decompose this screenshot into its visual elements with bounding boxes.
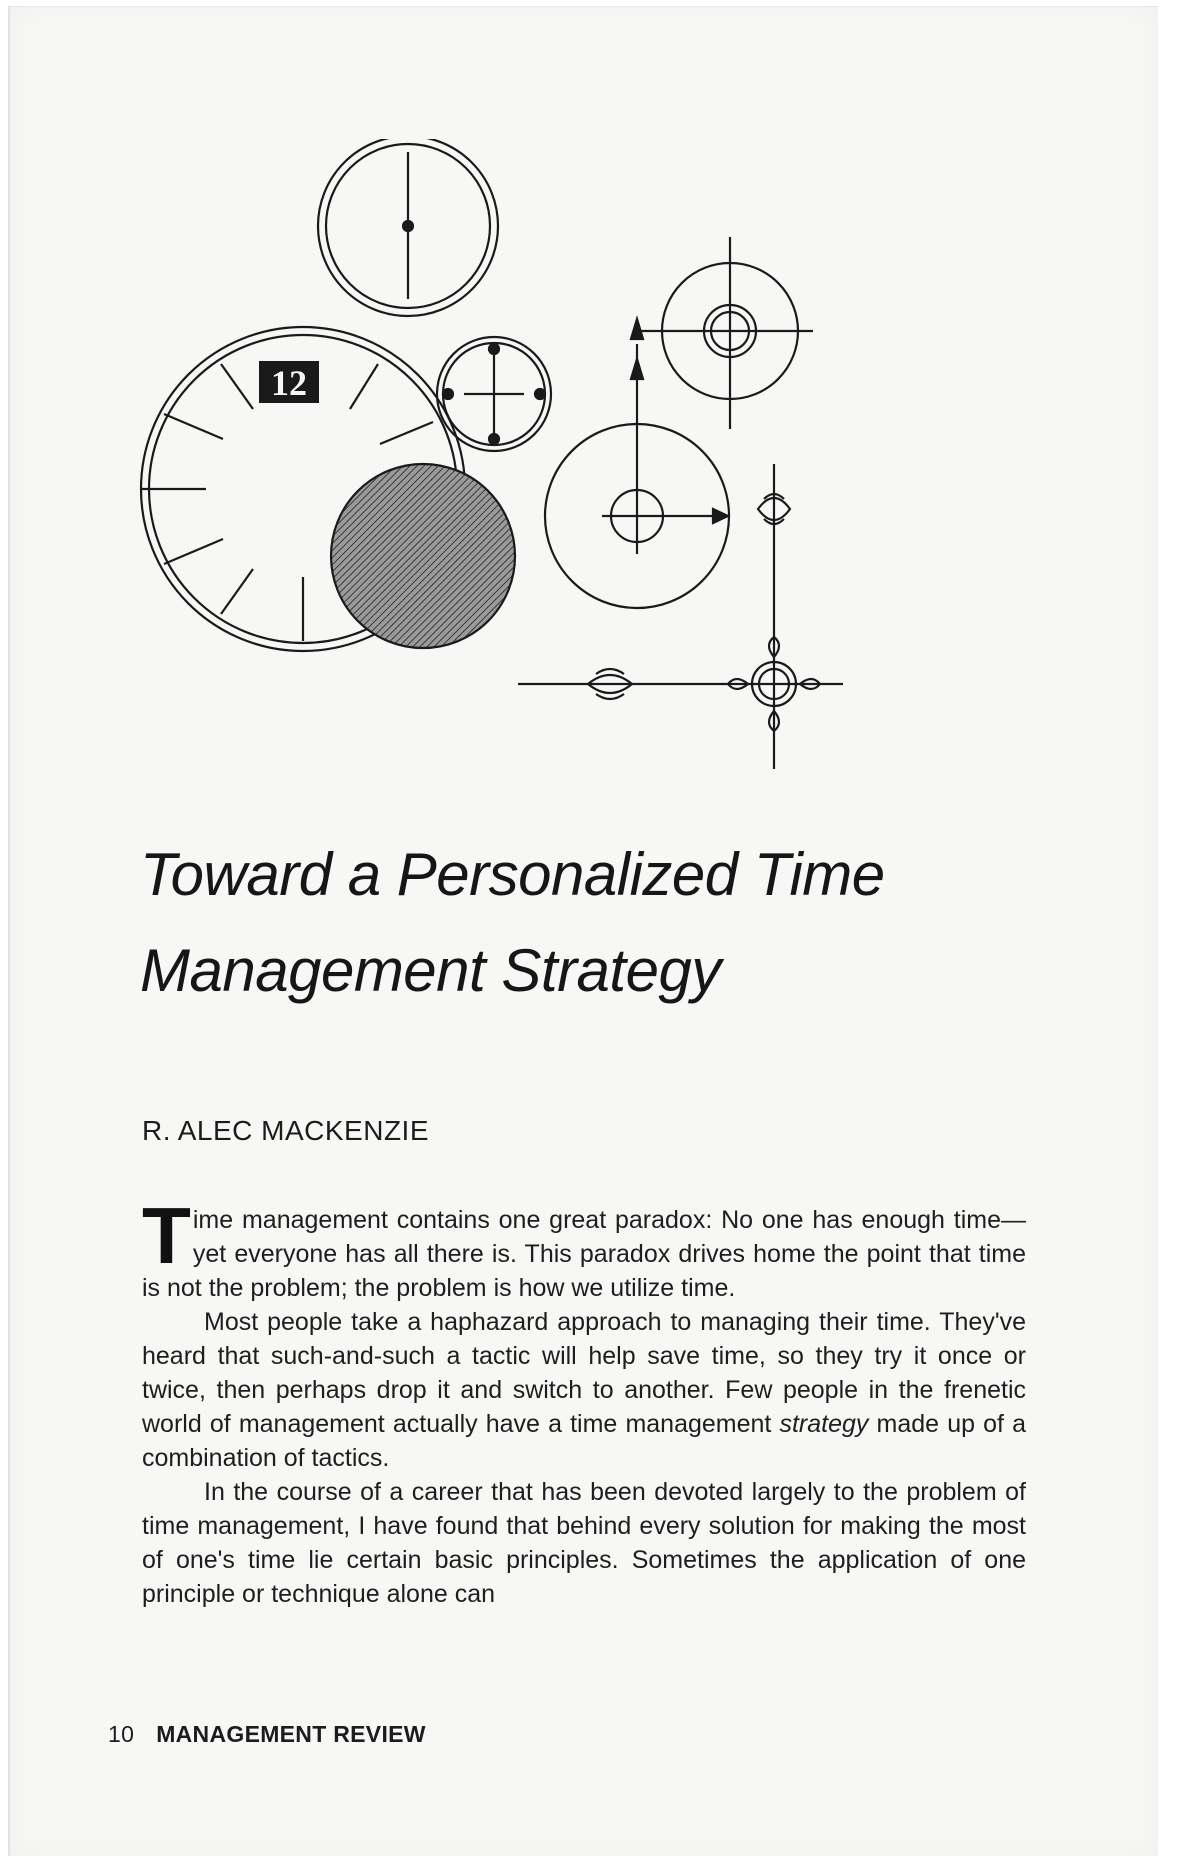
publication-name: MANAGEMENT REVIEW: [156, 1721, 426, 1747]
paragraph-1: [142, 1191, 1026, 1305]
paragraph-2-text-b: made up of a combination of tactics.: [142, 1410, 1026, 1472]
small-clock-icon: [437, 337, 551, 451]
target-clock-icon: [633, 237, 813, 429]
twelve-label: 12: [271, 363, 307, 403]
paragraph-1-text: ime management contains one great paradox: No one has enough time—yet everyone has all there is. This paradox drives home the point that time is not the problem; the problem is how we utilize time.: [142, 1206, 1026, 1302]
top-clock-icon: [318, 139, 498, 316]
pointer-clock-icon: [545, 319, 729, 608]
page-footer: [108, 1721, 426, 1748]
shaded-circle: [331, 464, 515, 648]
clocks-illustration: [128, 139, 848, 789]
title-line-1: Toward a Personalized Time: [140, 841, 885, 908]
title-line-2: Management Strategy: [140, 937, 721, 1004]
paragraph-2: [142, 1305, 1026, 1475]
paragraph-3: In the course of a career that has been devoted largely to the problem of time management, I have found that behind every solution for making the most of one's time lie certain basic principles. Sometimes the application of one principle or technique alone can: [142, 1478, 1026, 1608]
author-byline: R. ALEC MACKENZIE: [142, 1115, 430, 1146]
paragraph-2-text-a: Most people take a haphazard approach to managing their time. They've heard that such-and-such a tactic will help save time, so they try it once or twice, then perhaps drop it and switch to another. Few people in the frenetic world of management actually have a time management: [142, 1308, 1026, 1438]
ornament-cross-icon: [518, 464, 843, 769]
article-body: [142, 1191, 1026, 1611]
drop-cap: T: [142, 1191, 191, 1280]
article-title: [140, 827, 1040, 1019]
paragraph-2-emphasis: strategy: [779, 1410, 869, 1438]
page-number: 10: [108, 1721, 135, 1747]
page: [8, 6, 1158, 1856]
